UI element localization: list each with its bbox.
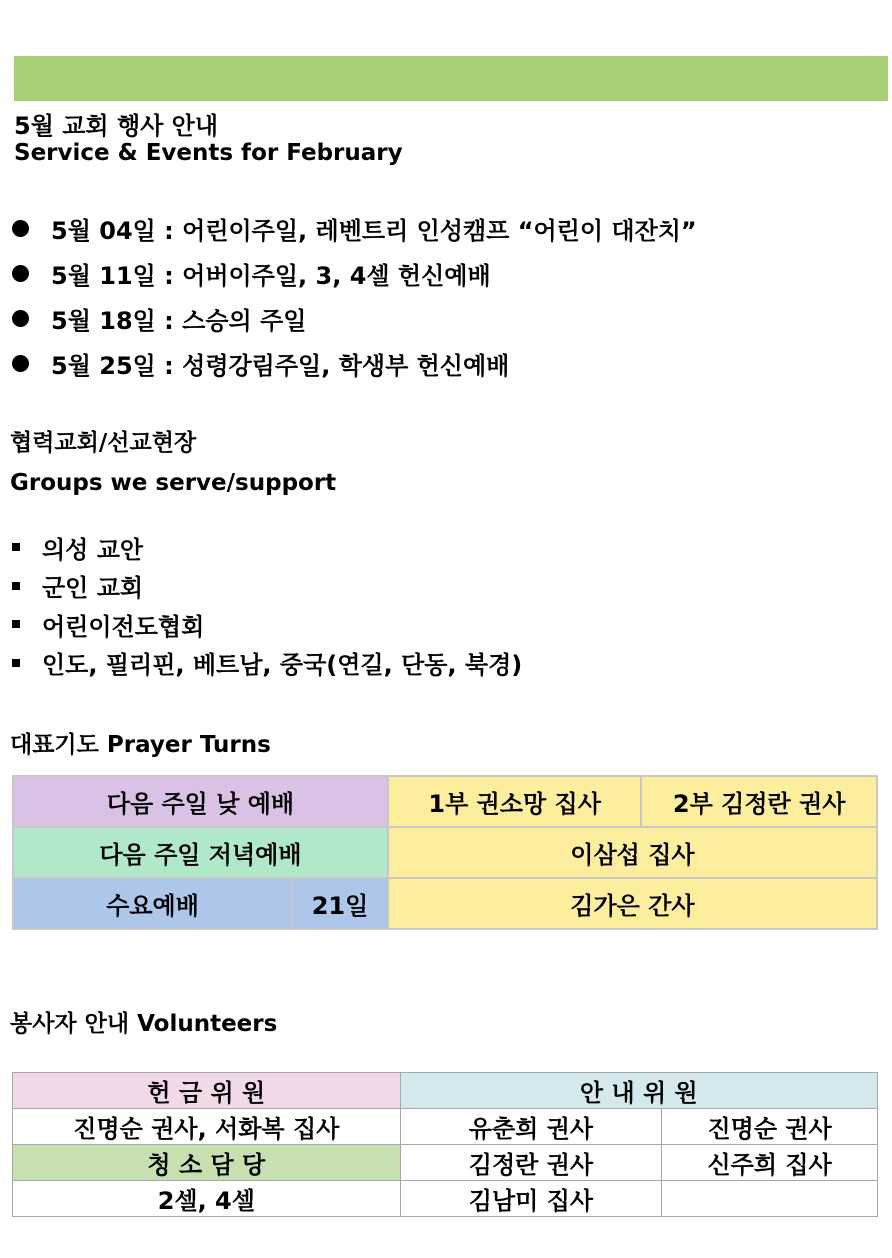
square-bullet-icon [12,543,20,551]
table-row [13,878,877,929]
prayer-evening-value: 이삼섭 집사 [388,827,877,878]
prayer-wednesday-value: 김가은 간사 [388,878,877,929]
volunteers-table [12,1072,878,1217]
volunteers-section-title: 봉사자 안내 Volunteers [10,1011,278,1037]
usher-name: 김정란 권사 [400,1145,662,1181]
offering-header: 헌 금 위 원 [13,1073,401,1109]
list-item: 5월 25일 : 성령강림주일, 학생부 헌신예배 [10,341,697,386]
offering-members: 진명순 권사, 서화복 집사 [13,1109,401,1145]
usher-name: 유춘희 권사 [400,1109,662,1145]
list-item: 어린이전도협회 [10,605,522,644]
table-row [13,827,877,878]
list-item: 인도, 필리핀, 베트남, 중국(연길, 단동, 북경) [10,644,522,683]
groups-title-english: Groups we serve/support [10,470,337,496]
list-item: 의성 교안 [10,528,522,567]
usher-name: 신주희 집사 [662,1145,878,1181]
usher-header: 안 내 위 원 [400,1073,877,1109]
bullet-icon [12,310,29,327]
usher-name: 진명순 권사 [662,1109,878,1145]
bullet-icon [12,265,29,282]
square-bullet-icon [12,620,20,628]
usher-name-empty [662,1181,878,1217]
table-row [13,1073,878,1109]
table-row [13,776,877,827]
table-row [13,1145,878,1181]
groups-title-korean: 협력교회/선교현장 [10,430,197,456]
square-bullet-icon [12,582,20,590]
list-item: 5월 11일 : 어버이주일, 3, 4셀 헌신예배 [10,251,697,296]
page-title-english: Service & Events for February [14,140,403,166]
page-title-korean: 5월 교회 행사 안내 [14,112,219,140]
list-item: 군인 교회 [10,567,522,606]
header-green-bar [14,56,888,101]
prayer-sunday-label: 다음 주일 낮 예배 [13,776,388,827]
cleaning-members: 2셀, 4셀 [13,1181,401,1217]
usher-name: 김남미 집사 [400,1181,662,1217]
table-row [13,1109,878,1145]
prayer-wednesday-day: 21일 [292,878,388,929]
events-list [10,206,697,386]
prayer-first-service: 1부 권소망 집사 [388,776,641,827]
prayer-section-title: 대표기도 Prayer Turns [10,732,271,758]
prayer-table [12,775,878,930]
square-bullet-icon [12,659,20,667]
prayer-evening-label: 다음 주일 저녁예배 [13,827,388,878]
prayer-wednesday-label: 수요예배 [13,878,292,929]
list-item: 5월 04일 : 어린이주일, 레벤트리 인성캠프 “어린이 대잔치” [10,206,697,251]
table-row [13,1181,878,1217]
bullet-icon [12,355,29,372]
list-item: 5월 18일 : 스승의 주일 [10,296,697,341]
groups-list [10,528,522,682]
bullet-icon [12,220,29,237]
cleaning-header: 청 소 담 당 [13,1145,401,1181]
prayer-second-service: 2부 김정란 권사 [641,776,877,827]
